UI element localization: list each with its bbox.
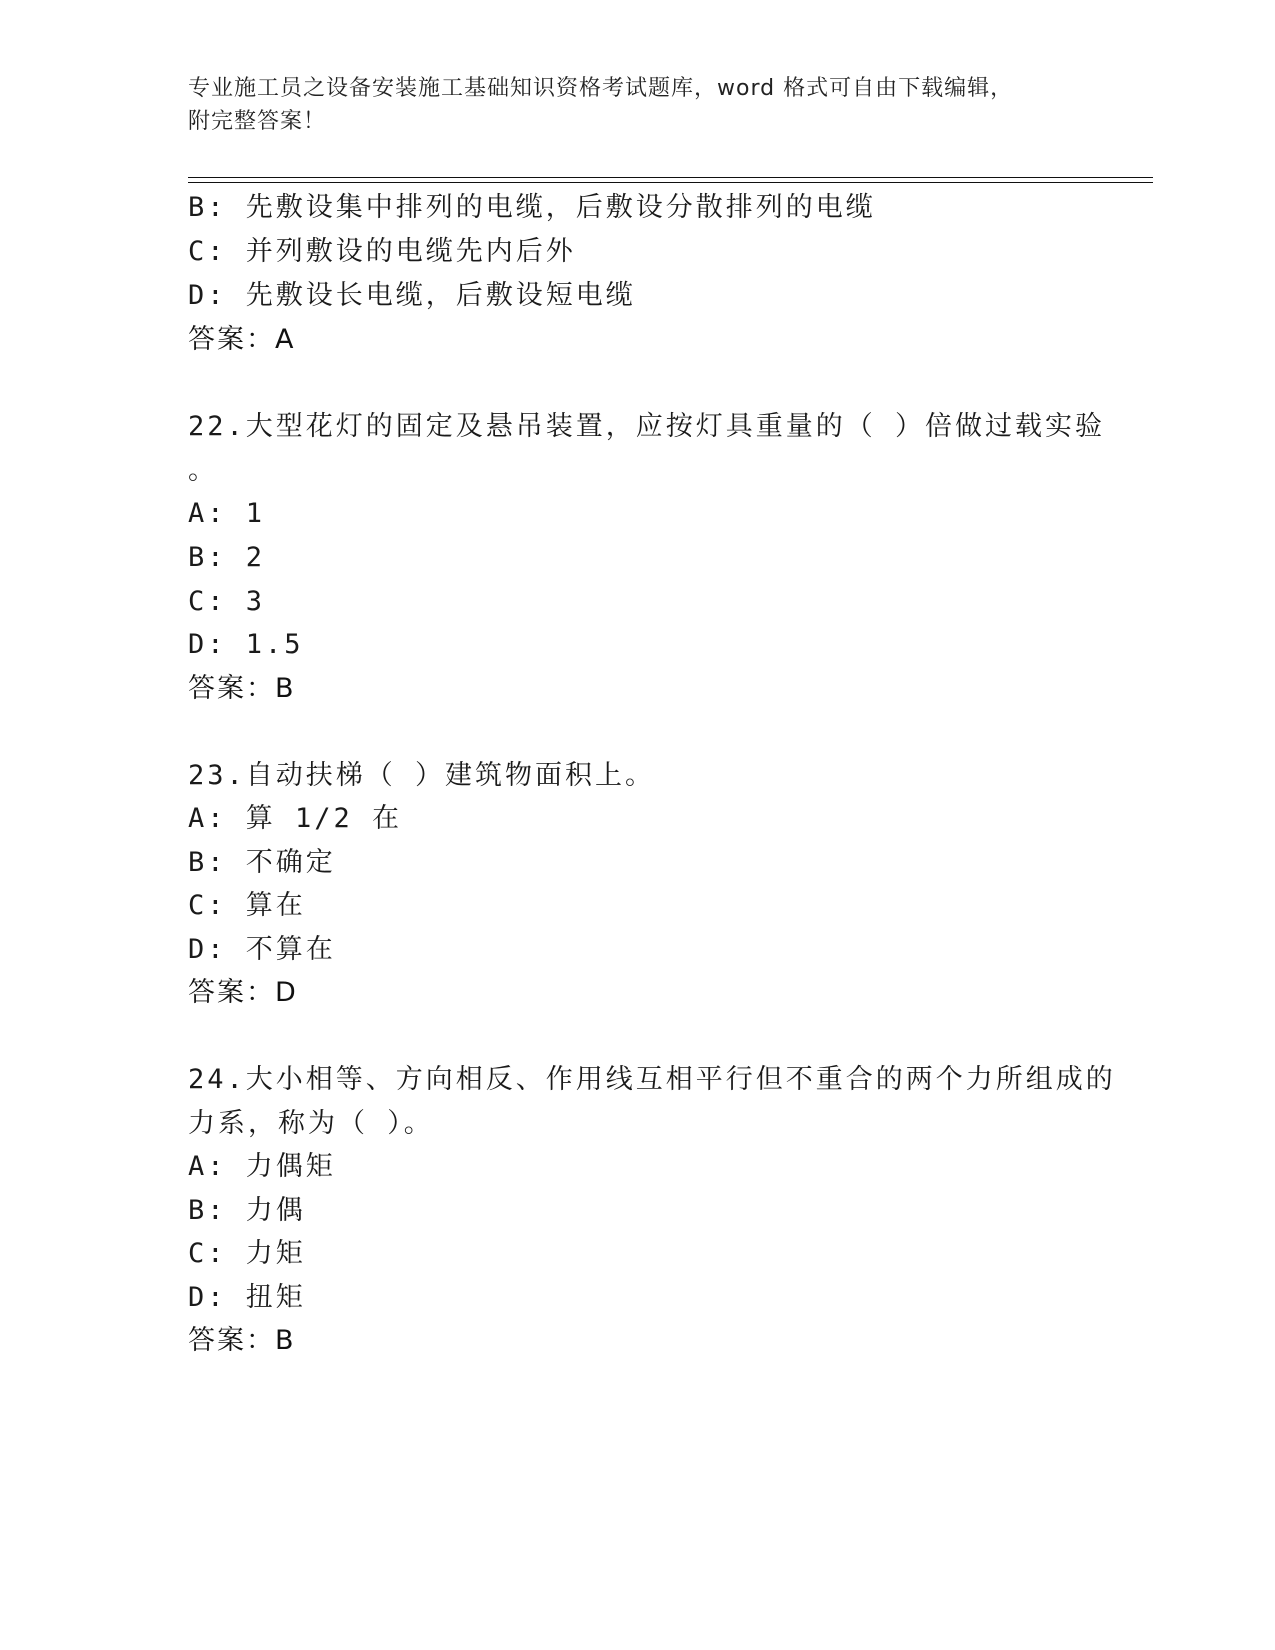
q22-answer: 答案：B bbox=[188, 673, 296, 704]
q24-stem-line-2: 力系，称为（ ）。 bbox=[188, 1108, 434, 1139]
q23-option-c: C: 算在 bbox=[188, 890, 306, 921]
q23-stem: 23.自动扶梯（ ）建筑物面积上。 bbox=[188, 760, 656, 791]
q24-option-c: C: 力矩 bbox=[188, 1238, 306, 1269]
q23-option-b: B: 不确定 bbox=[188, 847, 336, 878]
q22-option-b: B: 2 bbox=[188, 542, 266, 573]
q24-option-a: A: 力偶矩 bbox=[188, 1151, 336, 1182]
q21-option-d: D: 先敷设长电缆，后敷设短电缆 bbox=[188, 280, 636, 311]
q22-option-c: C: 3 bbox=[188, 586, 266, 617]
q23-option-a: A: 算 1/2 在 bbox=[188, 803, 403, 834]
q23-option-d: D: 不算在 bbox=[188, 934, 336, 965]
q24-stem-line-1: 24.大小相等、方向相反、作用线互相平行但不重合的两个力所组成的 bbox=[188, 1064, 1116, 1095]
q21-option-c: C: 并列敷设的电缆先内后外 bbox=[188, 236, 576, 267]
header-line-1: 专业施工员之设备安装施工基础知识资格考试题库，word 格式可自由下载编辑， bbox=[188, 76, 1014, 101]
q24-option-d: D: 扭矩 bbox=[188, 1282, 306, 1313]
q21-answer: 答案：A bbox=[188, 324, 296, 355]
q21-option-b: B: 先敷设集中排列的电缆，后敷设分散排列的电缆 bbox=[188, 192, 876, 223]
q24-option-b: B: 力偶 bbox=[188, 1195, 306, 1226]
header-divider-top bbox=[188, 177, 1153, 178]
q22-option-a: A: 1 bbox=[188, 498, 266, 529]
header-divider-bottom bbox=[188, 182, 1153, 183]
q22-option-d: D: 1.5 bbox=[188, 629, 304, 660]
q23-answer: 答案：D bbox=[188, 977, 298, 1008]
document-header bbox=[188, 72, 1088, 138]
q22-stem-line-2: 。 bbox=[188, 455, 218, 486]
q22-stem-line-1: 22.大型花灯的固定及悬吊装置，应按灯具重量的（ ）倍做过载实验 bbox=[188, 411, 1106, 442]
q24-answer: 答案：B bbox=[188, 1325, 296, 1356]
header-line-2: 附完整答案！ bbox=[188, 109, 327, 134]
